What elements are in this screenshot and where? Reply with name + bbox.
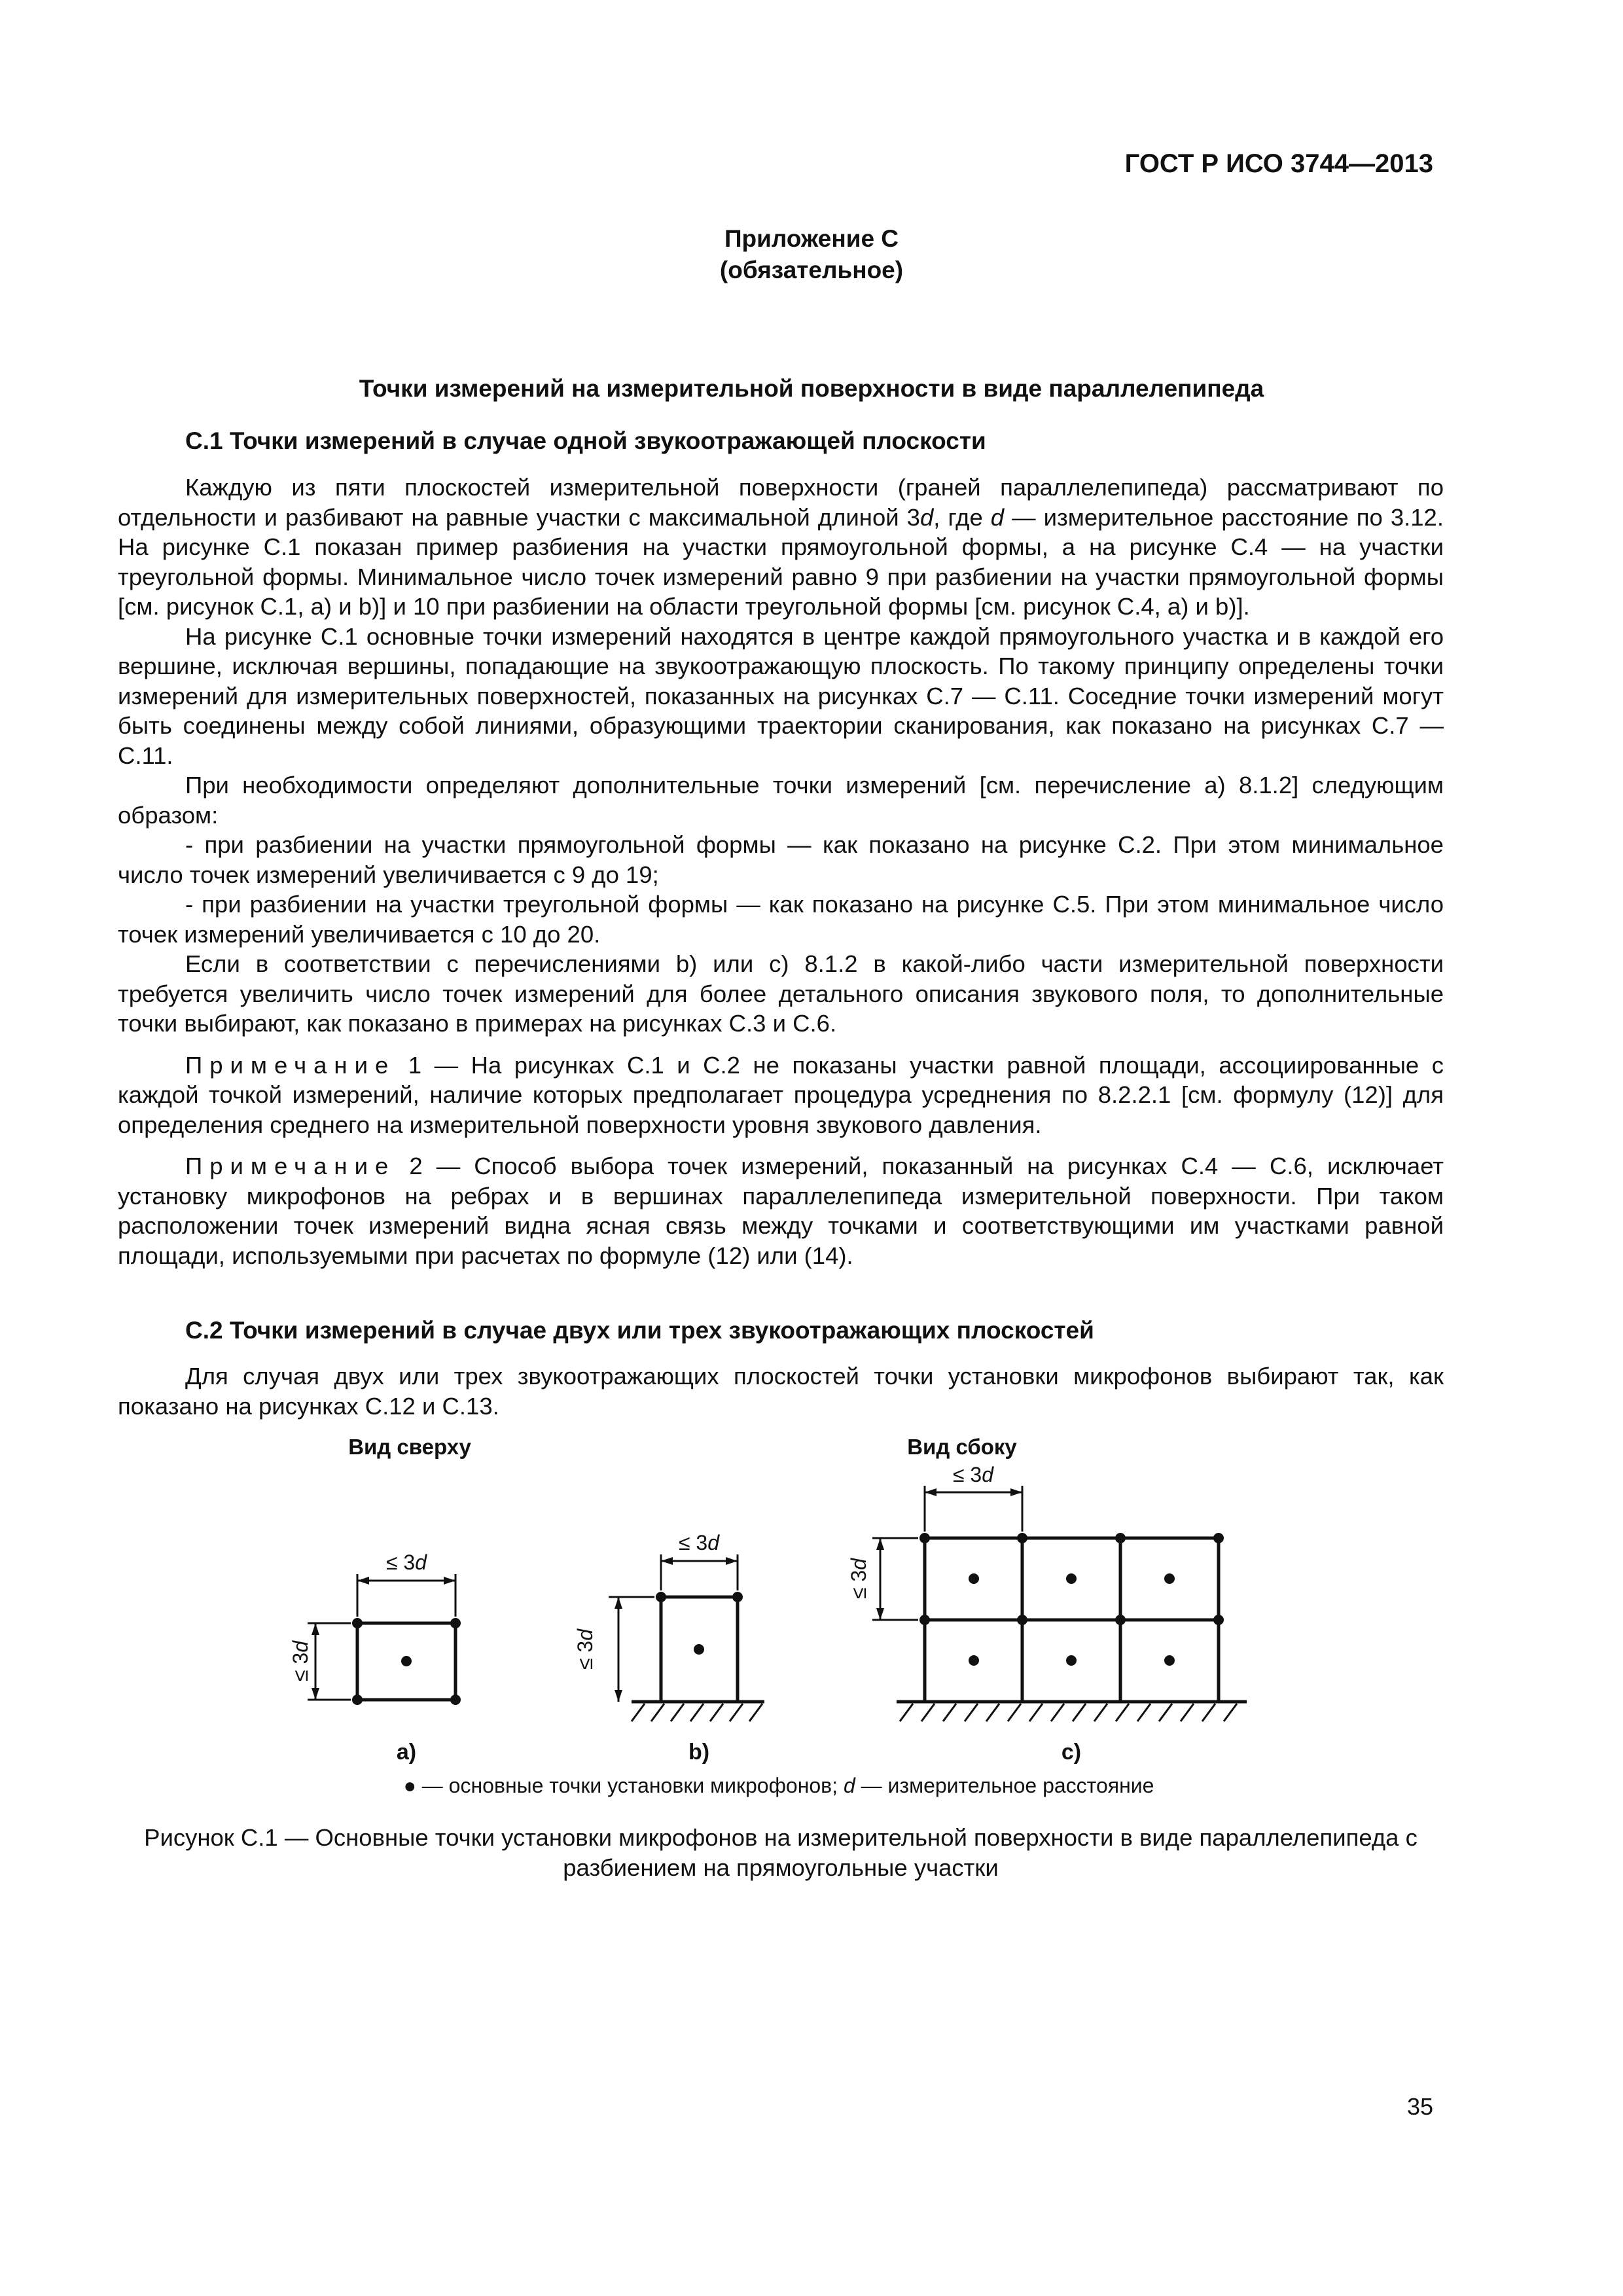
- diagram-b: [609, 1554, 764, 1702]
- section-c2-heading: С.2 Точки измерений в случае двух или трех звукоотражающих плоскостей: [185, 1317, 1094, 1344]
- paragraph: При необходимости определяют дополнительные точки измерений [см. перечисление а) 8.1.2] следующим образом:: [118, 772, 1444, 829]
- figure-c1: [0, 1420, 1623, 1787]
- figure-legend: ● — основные точки установки микрофонов; d — измерительное расстояние: [403, 1774, 1154, 1797]
- subfigure-label-b: b): [688, 1740, 710, 1765]
- page-number: 35: [1406, 2093, 1433, 2120]
- section-c1-heading: С.1 Точки измерений в случае одной звукоотражающей плоскости: [185, 427, 986, 454]
- dimension-label: ≤ 3d: [573, 1628, 597, 1670]
- subfigure-label-c: с): [1061, 1740, 1082, 1765]
- annex-status: (обязательное): [719, 257, 904, 283]
- view-side-label: Вид сбоку: [907, 1435, 1017, 1459]
- ground-hatching: [632, 1704, 1237, 1721]
- note-1: Примечание 1 — На рисунках С.1 и С.2 не показаны участки равной площади, ассоциированные с каждой точкой измерений, наличие которых предполагает процедура усреднения по 8.2.2.1 [см. формулу (12)] для определения среднего на измерительной поверхности уровня звукового давления.: [118, 1051, 1444, 1138]
- main-title: Точки измерений на измерительной поверхности в виде параллелепипеда: [359, 375, 1264, 402]
- figure-caption: Рисунок С.1 — Основные точки установки микрофонов на измерительной поверхности в виде параллелепипеда с разбиением на прямоугольные участки: [144, 1824, 1418, 1881]
- list-item: - при разбиении на участки прямоугольной формы — как показано на рисунке С.2. При этом минимальное число точек измерений увеличивается с 9 до 19;: [118, 831, 1444, 888]
- section-c2-body: [118, 1361, 1444, 1421]
- note-2: Примечание 2 — Способ выбора точек измерений, показанный на рисунках С.4 — С.6, исключает установку микрофонов на ребрах и в вершинах параллелепипеда измерительной поверхности. При таком расположении точек измерений видна ясная связь между точками и соответствующими им участками равной площади, используемыми при расчетах по формуле (12) или (14).: [118, 1153, 1444, 1269]
- dimension-label: ≤ 3d: [289, 1640, 312, 1682]
- diagram-c: [872, 1486, 1247, 1702]
- paragraph: Для случая двух или трех звукоотражающих плоскостей точки установки микрофонов выбирают так, как показано на рисунках С.12 и С.13.: [118, 1363, 1444, 1420]
- dimension-label: ≤ 3d: [952, 1463, 994, 1486]
- paragraph: Если в соответствии с перечислениями b) или с) 8.1.2 в какой-либо части измерительной поверхности требуется увеличить число точек измерений для более детального описания звукового поля, то дополнительные точки выбирают, как показано в примерах на рисунках С.3 и С.6.: [118, 950, 1444, 1037]
- diagram-a: [308, 1574, 455, 1700]
- section-c1-body: [118, 473, 1444, 1270]
- list-item: - при разбиении на участки треугольной формы — как показано на рисунке С.5. При этом минимальное число точек измерений увеличивается с 10 до 20.: [118, 891, 1444, 948]
- view-top-label: Вид сверху: [348, 1435, 471, 1459]
- annex-title: Приложение С: [724, 225, 899, 252]
- paragraph: На рисунке С.1 основные точки измерений находятся в центре каждой прямоугольного участка и в каждой его вершине, исключая вершины, попадающие на звукоотражающую плоскость. По такому принципу определены точки измерений для измерительных поверхностей, показанных на рисунках С.7 — С.11. Соседние точки измерений могут быть соединены между собой линиями, образующими траектории сканирования, как показано на рисунках С.7 — С.11.: [118, 622, 1444, 769]
- dimension-label: ≤ 3d: [385, 1551, 427, 1574]
- dimension-label: ≤ 3d: [678, 1531, 720, 1554]
- paragraph: Каждую из пяти плоскостей измерительной поверхности (граней параллелепипеда) рассматривают по отдельности и разбивают на равные участки с максимальной длиной 3d, где d — измерительное расстояние по 3.12. На рисунке С.1 показан пример разбиения на участки прямоугольной формы, а на рисунке С.4 — на участки треугольной формы. Минимальное число точек измерений равно 9 при разбиении на участки прямоугольной формы [см. рисунок С.1, а) и b)] и 10 при разбиении на области треугольной формы [см. рисунок С.4, а) и b)].: [118, 474, 1444, 620]
- standard-designation: ГОСТ Р ИСО 3744—2013: [1124, 149, 1433, 178]
- dimension-label: ≤ 3d: [847, 1558, 870, 1600]
- subfigure-label-a: а): [396, 1740, 417, 1765]
